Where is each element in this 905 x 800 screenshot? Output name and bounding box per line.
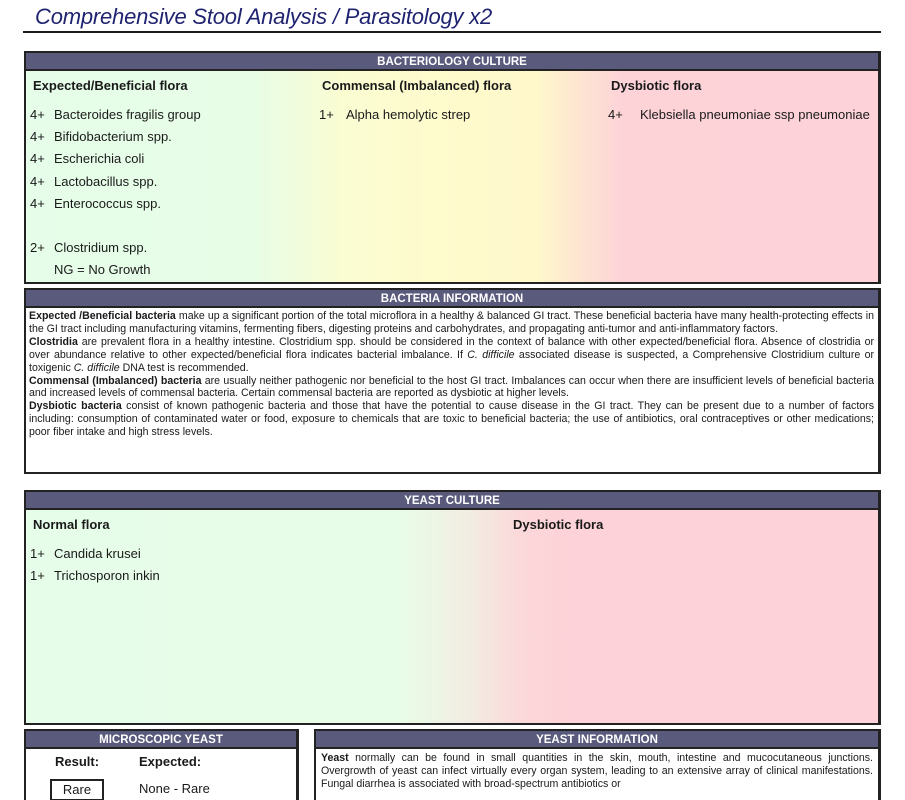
organism-name: Klebsiella pneumoniae ssp pneumoniae <box>640 107 870 122</box>
bacteria-info-body <box>26 308 878 439</box>
microscopic-yeast-header: MICROSCOPIC YEAST <box>26 731 296 749</box>
yeast-culture-body <box>26 510 878 723</box>
commensal-flora-heading: Commensal (Imbalanced) flora <box>322 78 512 93</box>
growth-grade: 4+ <box>30 107 45 122</box>
yeast-information-panel <box>314 729 881 800</box>
growth-grade: 1+ <box>30 546 45 561</box>
footnote <box>30 259 201 281</box>
growth-grade: 1+ <box>30 568 45 584</box>
organism-name: Lactobacillus spp. <box>54 173 158 189</box>
list-item <box>30 148 201 170</box>
bacteriology-header: BACTERIOLOGY CULTURE <box>26 53 878 71</box>
bacteriology-body <box>26 71 878 282</box>
organism-name: Enterococcus spp. <box>54 195 161 211</box>
microscopic-yeast-panel <box>24 729 299 800</box>
dysbiotic-flora-list <box>608 104 870 126</box>
no-growth-legend: NG = No Growth <box>54 262 151 278</box>
result-value-box: Rare <box>50 779 104 800</box>
yeast-dysbiotic-flora-heading: Dysbiotic flora <box>513 517 604 532</box>
expected-label: Expected: <box>139 754 202 769</box>
growth-grade: 2+ <box>30 239 45 255</box>
organism-name: Bacteroides fragilis group <box>54 107 201 122</box>
list-item <box>319 104 470 126</box>
commensal-bacteria-paragraph: Commensal (Imbalanced) bacteria are usually neither pathogenic nor beneficial to the host GI tract. Imbalances can occur when there are insufficient levels of beneficial bacteria and increased levels of commensal bacteria. Certain commensal bacteria are reported as dysbiotic at higher levels. <box>29 374 874 400</box>
dysbiotic-bacteria-paragraph: Dysbiotic bacteria consist of known pathogenic bacteria and those that have the potential to cause disease in the GI tract. They can be present due to a number of factors including: consumption of contaminated water or food, exposure to chemicals that are toxic to beneficial bacteria; the use of antibiotics, oral contraceptives or other medications; poor fiber intake and high stress levels. <box>29 400 874 439</box>
organism-name: Bifidobacterium spp. <box>54 129 172 145</box>
yeast-info-body <box>316 749 878 791</box>
list-item <box>30 104 201 126</box>
expected-value: None - Rare <box>139 781 210 796</box>
normal-flora-heading: Normal flora <box>33 517 110 532</box>
commensal-flora-list <box>319 104 470 126</box>
list-item <box>608 104 870 126</box>
beneficial-flora-heading: Expected/Beneficial flora <box>33 78 188 93</box>
list-item <box>30 171 201 193</box>
list-item <box>30 193 201 215</box>
organism-name: Candida krusei <box>54 546 141 561</box>
growth-grade: 1+ <box>319 107 334 122</box>
result-label: Result: <box>55 754 100 769</box>
list-item <box>30 543 160 565</box>
organism-name: Clostridium spp. <box>54 239 148 255</box>
yeast-info-header: YEAST INFORMATION <box>316 731 878 749</box>
yeast-culture-header: YEAST CULTURE <box>26 492 878 510</box>
organism-name: Alpha hemolytic strep <box>346 107 471 122</box>
beneficial-flora-list <box>30 104 201 281</box>
growth-grade: 4+ <box>30 195 45 211</box>
clostridia-paragraph: Clostridia are prevalent flora in a healthy intestine. Clostridium spp. should be considered in the context of balance with other expected/beneficial flora. Absence of clostridia or over abundance relative to other expected/beneficial flora indicates bacterial imbalance. If C. difficile associated disease is suspected, a Comprehensive Clostridium culture or toxigenic C. difficile DNA test is recommended. <box>29 335 875 374</box>
list-item <box>30 126 201 148</box>
bacteria-info-header: BACTERIA INFORMATION <box>26 290 878 308</box>
yeast-culture-panel <box>24 490 881 725</box>
growth-grade: 4+ <box>608 107 623 122</box>
page-title: Comprehensive Stool Analysis / Parasitology x2 <box>35 4 493 29</box>
yeast-info-paragraph: Yeast normally can be found in small quantities in the skin, mouth, intestine and mucocutaneous junctions. Overgrowth of yeast can infect virtually every organ system, leading to an extensive array of clinical manifestations. Fungal diarrhea is associated with broad-spectrum antibiotics or <box>321 752 873 790</box>
beneficial-bacteria-paragraph: Expected /Beneficial bacteria make up a significant portion of the total microflora in a healthy & balanced GI tract. These beneficial bacteria have many health-protecting effects in the GI tract including manufacturing vitamins, fermenting fibers, digesting proteins and carbohydrates, and propagating anti-tumor and anti-inflammatory factors. <box>29 310 874 335</box>
organism-name: Escherichia coli <box>54 151 145 167</box>
list-item <box>30 237 201 259</box>
title-divider <box>23 31 881 33</box>
bacteriology-culture-panel <box>24 51 881 284</box>
dysbiotic-flora-heading: Dysbiotic flora <box>611 78 702 93</box>
list-item <box>30 565 160 587</box>
microscopic-yeast-body <box>26 749 296 800</box>
growth-grade: 4+ <box>30 129 45 145</box>
growth-grade: 4+ <box>30 173 45 189</box>
bacteria-information-panel <box>24 288 881 474</box>
organism-name: Trichosporon inkin <box>54 568 160 584</box>
normal-flora-list <box>30 543 160 587</box>
growth-grade: 4+ <box>30 151 45 167</box>
